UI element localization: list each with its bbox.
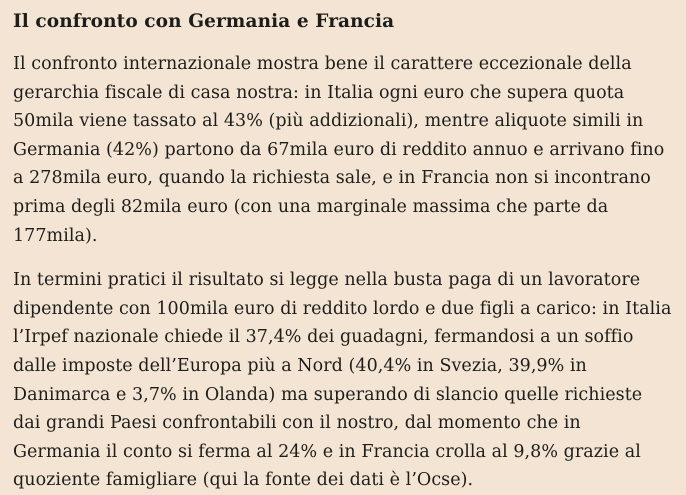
article-paragraph-2: In termini pratici il risultato si legge nella busta paga di un lavoratore dipendente con 100mila euro di reddito lordo e due figli a carico: in Italia l’Irpef nazionale chiede il 37,4% dei guadagni, fermandosi a un soffio dalle imposte dell’Europa più a Nord (40,4% in Svezia, 39,9% in Danimarca e 3,7% in Olanda) ma superando di slancio quelle richieste dai grandi Paesi confrontabili con il nostro, dal momento che in Germania il conto si ferma al 24% e in Francia crolla al 9,8% grazie al quoziente famigliare (qui la fonte dei dati è l’Ocse). [13,270,672,491]
article-paragraph-1: Il confronto internazionale mostra bene il carattere eccezionale della gerarchia fiscale di casa nostra: in Italia ogni euro che supera quota 50mila viene tassato al 43% (più addizionali), mentre aliquote simili in Germania (42%) partono da 67mila euro di reddito annuo e arrivano fino a 278mila euro, quando la richiesta sale, e in Francia non si incontrano prima degli 82mila euro (con una marginale massima che parte da 177mila). [13,54,665,246]
article-section-heading: Il confronto con Germania e Francia [13,11,395,32]
